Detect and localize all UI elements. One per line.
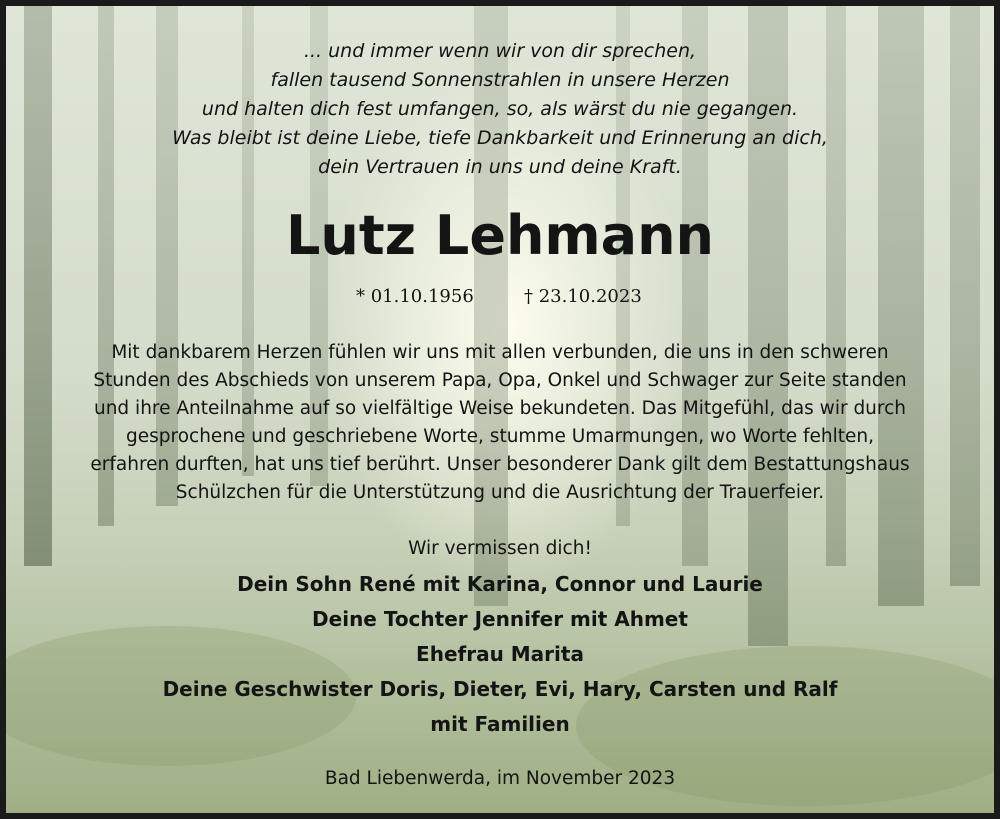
- family-line: Deine Tochter Jennifer mit Ahmet: [312, 607, 688, 631]
- thanks-line: Schülzchen für die Unterstützung und die Ausrichtung der Trauerfeier.: [175, 482, 825, 503]
- thanks-line: Mit dankbarem Herzen fühlen wir uns mit allen verbunden, die uns in den schweren: [111, 342, 889, 363]
- family-line: Deine Geschwister Doris, Dieter, Evi, Hary, Carsten und Ralf: [162, 677, 838, 701]
- obituary-card: [6, 6, 994, 813]
- poem-line: dein Vertrauen in uns und deine Kraft.: [318, 156, 682, 178]
- deceased-name: Lutz Lehmann: [286, 204, 714, 267]
- family-line: mit Familien: [430, 712, 570, 736]
- family-line: Dein Sohn René mit Karina, Connor und Laurie: [237, 572, 763, 596]
- birth-date: * 01.10.1956: [356, 286, 474, 307]
- tree-trunk: [474, 6, 508, 606]
- thanks-line: und ihre Anteilnahme auf so vielfältige Weise bekundeten. Das Mitgefühl, das wir durch: [93, 398, 907, 419]
- miss-you-text: Wir vermissen dich!: [408, 538, 592, 559]
- tree-trunk: [878, 6, 924, 606]
- poem-line: und halten dich fest umfangen, so, als wärst du nie gegangen.: [201, 98, 799, 120]
- death-date: † 23.10.2023: [524, 286, 642, 307]
- thanks-line: gesprochene und geschriebene Worte, stumme Umarmungen, wo Worte fehlten,: [126, 426, 874, 447]
- thanks-line: Stunden des Abschieds von unserem Papa, Opa, Onkel und Schwager zur Seite standen: [93, 370, 907, 391]
- poem-line: fallen tausend Sonnenstrahlen in unsere Herzen: [270, 69, 730, 91]
- place-and-date: Bad Liebenwerda, im November 2023: [324, 768, 676, 789]
- family-line: Ehefrau Marita: [416, 642, 584, 666]
- poem-line: ... und immer wenn wir von dir sprechen,: [303, 40, 697, 62]
- thanks-line: erfahren durften, hat uns tief berührt. Unser besonderer Dank gilt dem Bestattungshaus: [90, 454, 910, 475]
- poem-line: Was bleibt ist deine Liebe, tiefe Dankbarkeit und Erinnerung an dich,: [172, 127, 828, 149]
